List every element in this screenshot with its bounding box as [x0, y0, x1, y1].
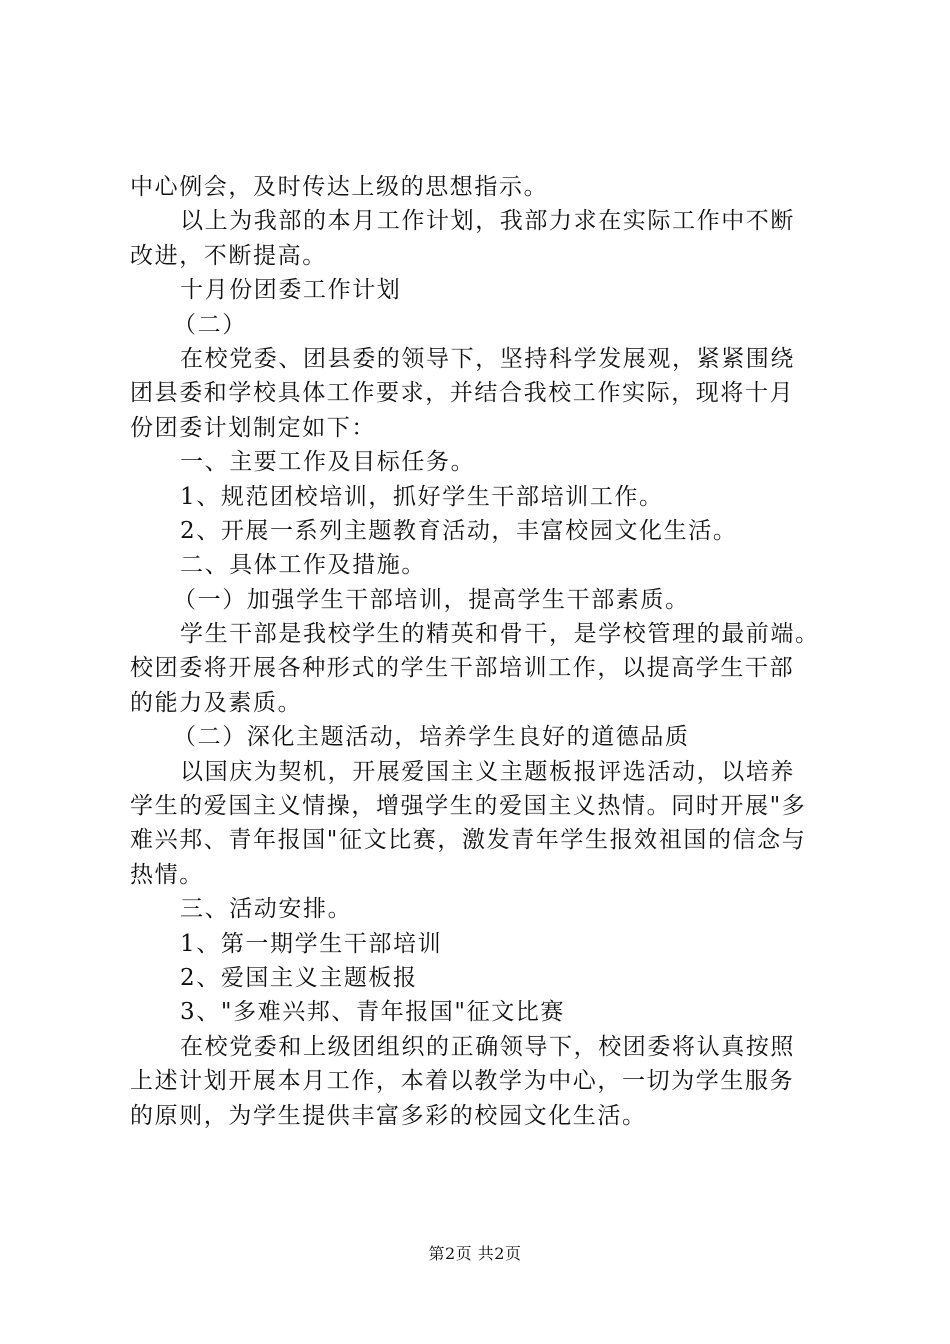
document-body [130, 170, 840, 1133]
text-line: 以上为我部的本月工作计划，我部力求在实际工作中不断 [180, 208, 795, 235]
text-line: 学生干部是我校学生的精英和骨干，是学校管理的最前端。 [180, 621, 820, 648]
text-line: （二）深化主题活动，培养学生良好的道德品质 [173, 724, 690, 751]
text-line: 一、主要工作及目标任务。 [180, 449, 476, 476]
text-line: 学生的爱国主义情操，增强学生的爱国主义热情。同时开展"多 [130, 793, 807, 820]
text-line: 中心例会，及时传达上级的思想指示。 [130, 174, 549, 200]
text-line: 的原则，为学生提供丰富多彩的校园文化生活。 [130, 1102, 647, 1129]
text-line: （二） [173, 311, 247, 338]
text-line: 在校党委和上级团组织的正确领导下，校团委将认真按照 [180, 1033, 795, 1060]
text-line: 上述计划开展本月工作，本着以教学为中心，一切为学生服务 [130, 1068, 795, 1095]
text-line: 热情。 [130, 861, 204, 888]
text-line: 份团委计划制定如下： [130, 414, 376, 441]
text-line: 2、开展一系列主题教育活动，丰富校园文化生活。 [180, 517, 738, 544]
text-line: 难兴邦、青年报国"征文比赛，激发青年学生报效祖国的信念与 [130, 827, 807, 854]
text-line: 三、活动安排。 [180, 896, 353, 923]
text-line: （一）加强学生干部培训，提高学生干部素质。 [173, 586, 690, 613]
text-line: 以国庆为契机，开展爱国主义主题板报评选活动，以培养 [180, 758, 795, 785]
text-line: 校团委将开展各种形式的学生干部培训工作，以提高学生干部 [130, 655, 795, 682]
page-number-footer: 第2页 共2页 [428, 1244, 522, 1263]
text-line: 二、具体工作及措施。 [180, 552, 426, 579]
text-line: 2、爱国主义主题板报 [180, 964, 418, 991]
text-line: 1、第一期学生干部培训 [180, 930, 443, 957]
text-line: 1、规范团校培训，抓好学生干部培训工作。 [180, 483, 664, 510]
section-heading: 十月份团委工作计划 [180, 277, 402, 304]
text-line: 3、"多难兴邦、青年报国"征文比赛 [180, 999, 565, 1026]
text-line: 在校党委、团县委的领导下，坚持科学发展观，紧紧围绕 [180, 345, 795, 372]
text-line: 的能力及素质。 [130, 689, 303, 716]
text-line: 改进，不断提高。 [130, 242, 327, 269]
text-line: 团县委和学校具体工作要求，并结合我校工作实际，现将十月 [130, 380, 795, 407]
